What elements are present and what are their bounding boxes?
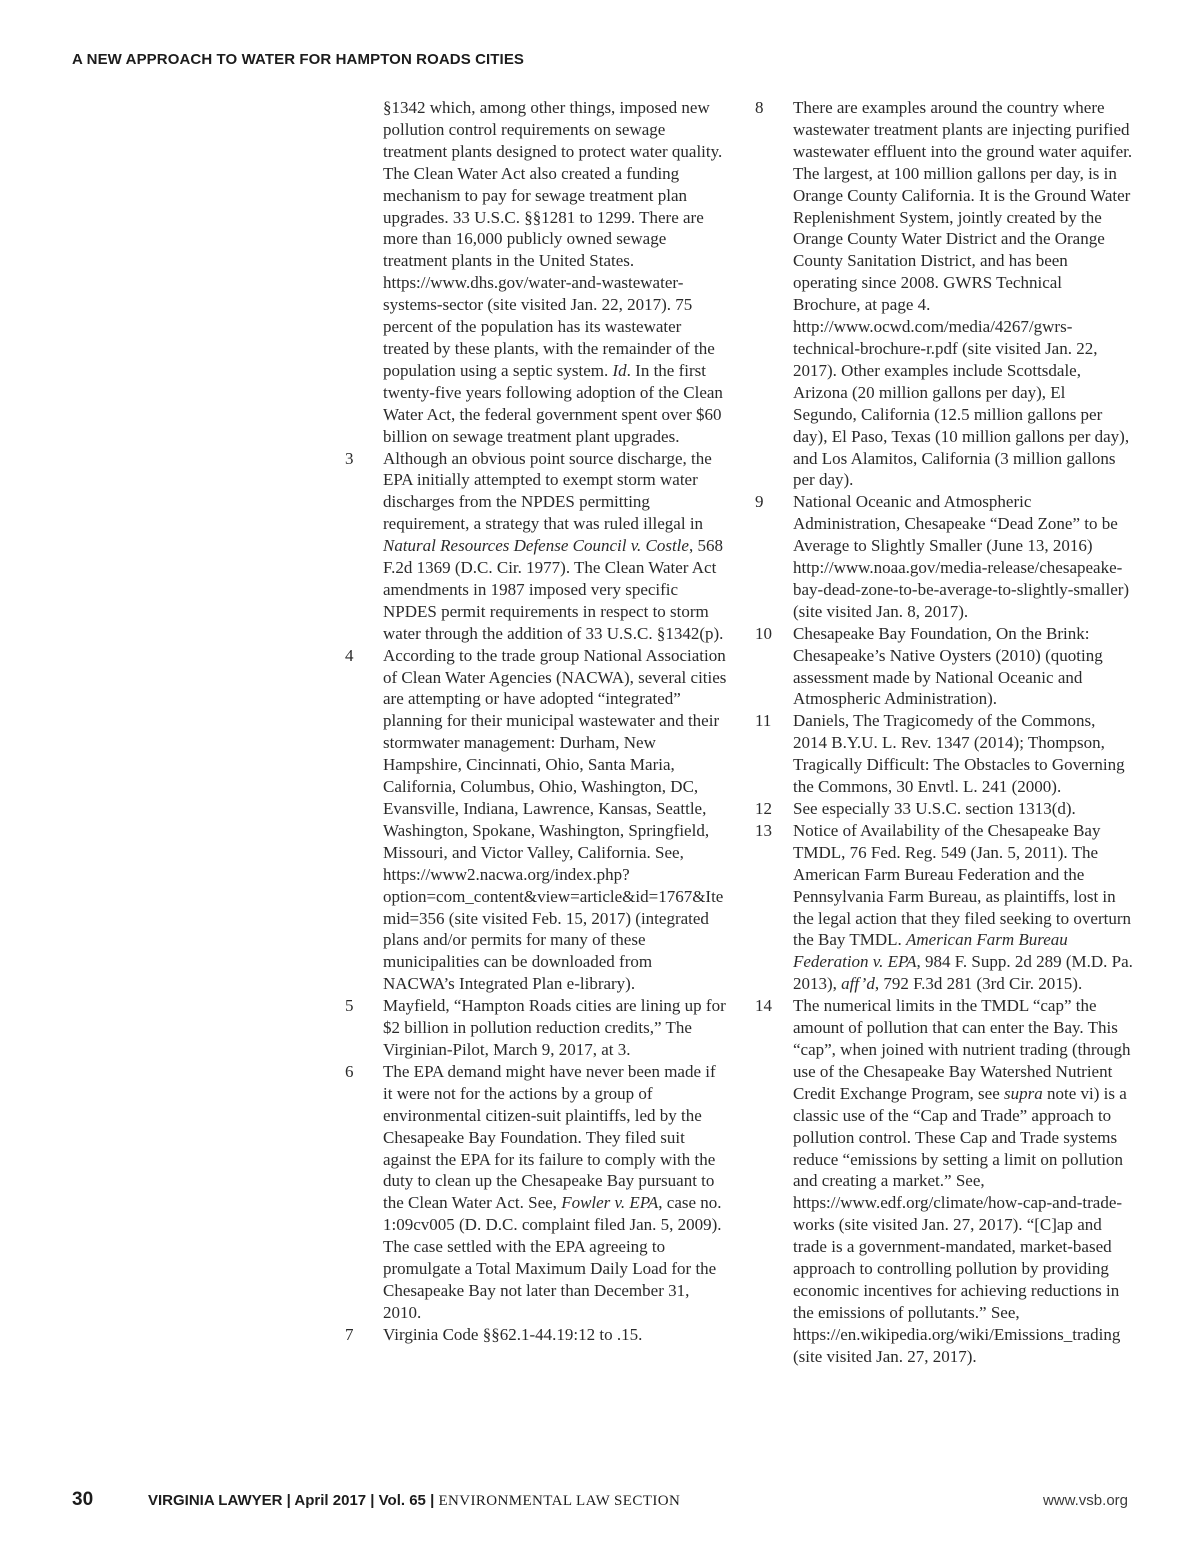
footnote-text: According to the trade group National Association of Clean Water Agencies (NACWA), several cities are attempting or have adopted “integrated” planning for their municipal wastewater and their stormwater management: Durham, New Hampshire, Cincinnati, Ohio, Santa Maria, California, Columbus, Ohio, Washington, DC, Evansville, Indiana, Lawrence, Kansas, Seattle, Washington, Spokane, Washington, Springfield, Missouri, and Victor Valley, California. See, https://www2.nacwa.org/index.php?option=com_content&view=article&id=1767&Itemid=356 (site visited Feb. 15, 2017) (integrated plans and/or permits for many of these municipalities can be downloaded from NACWA’s Integrated Plan e-library). (383, 645, 727, 994)
page-number: 30 (72, 1489, 94, 1510)
footnote-number: 8 (755, 98, 764, 117)
footnote (755, 491, 1133, 622)
footnote-text: Daniels, The Tragicomedy of the Commons, 2014 B.Y.U. L. Rev. 1347 (2014); Thompson, Tragically Difficult: The Obstacles to Governing the Commons, 30 Envtl. L. 241 (2000). (793, 711, 1125, 797)
footnote-number: 7 (345, 1324, 354, 1344)
footnote-number: 14 (755, 996, 772, 1016)
footnote (755, 995, 1133, 1367)
endnotes-column-right (755, 97, 1133, 1368)
footnote-text: See especially 33 U.S.C. section 1313(d). (793, 799, 1076, 818)
footnote-text: Mayfield, “Hampton Roads cities are lining up for $2 billion in pollution reduction credits,” The Virginian-Pilot, March 9, 2017, at 3. (383, 996, 726, 1059)
footnote (755, 820, 1133, 995)
footnote-number: 4 (345, 645, 354, 665)
footnote (345, 645, 728, 996)
footnote-number: 5 (345, 996, 354, 1016)
footnote-text: Chesapeake Bay Foundation, On the Brink: Chesapeake’s Native Oysters (2010) (quoting assessment made by National Oceanic and Atmospheric Administration). (793, 623, 1103, 709)
running-header-title: A NEW APPROACH TO WATER FOR HAMPTON ROADS CITIES (72, 51, 525, 68)
footnote (345, 97, 728, 448)
footnote-text: National Oceanic and Atmospheric Administration, Chesapeake “Dead Zone” to be Average to Slightly Smaller (June 13, 2016) http://www.noaa.gov/media-release/chesapeake-bay-dead-zone-to-be-average-to-slightly-smaller) (site visited Jan. 8, 2017). (793, 492, 1130, 621)
footnote (755, 97, 1133, 491)
publication-section: ENVIRONMENTAL LAW SECTION (438, 1493, 681, 1509)
footnote-number: 11 (755, 711, 772, 731)
endnotes-column-left (345, 97, 728, 1346)
footnote-text: §1342 which, among other things, imposed new pollution control requirements on sewage treatment plants designed to protect water quality. The Clean Water Act also created a funding mechanism to pay for sewage treatment plan upgrades. 33 U.S.C. §§1281 to 1299. There are more than 16,000 publicly owned sewage treatment plants in the United States. https://www.dhs.gov/water-and-wastewater-systems-sector (site visited Jan. 22, 2017). 75 percent of the population has its wastewater treated by these plants, with the remainder of the population using a septic system. Id. In the first twenty-five years following adoption of the Clean Water Act, the federal government spent over $60 billion on sewage treatment plant upgrades. (383, 98, 723, 446)
footnote-number (345, 97, 383, 448)
footnote (345, 995, 728, 1061)
footnote-text: The numerical limits in the TMDL “cap” the amount of pollution that can enter the Bay. This “cap”, when joined with nutrient trading (through use of the Chesapeake Bay Watershed Nutrient Credit Exchange Program, see supra note vi) is a classic use of the “Cap and Trade” approach to pollution control. These Cap and Trade systems reduce “emissions by setting a limit on pollution and creating a market.” See, https://www.edf.org/climate/how-cap-and-trade-works (site visited Jan. 27, 2017). “[C]ap and trade is a government-mandated, market-based approach to controlling pollution by providing economic incentives for achieving reductions in the emissions of pollutants.” See, https://en.wikipedia.org/wiki/Emissions_trading (site visited Jan. 27, 2017). (793, 996, 1131, 1366)
footnote-number: 9 (755, 492, 764, 512)
publication-line (148, 1492, 680, 1510)
footnote-number: 10 (755, 623, 772, 643)
footnote-number: 13 (755, 820, 772, 840)
footnote (345, 1061, 728, 1324)
footnote (345, 1324, 728, 1346)
footnote (755, 798, 1133, 820)
footnote-text: The EPA demand might have never been made if it were not for the actions by a group of environmental citizen-suit plaintiffs, led by the Chesapeake Bay Foundation. They filed suit against the EPA for its failure to comply with the duty to clean up the Chesapeake Bay pursuant to the Clean Water Act. See, Fowler v. EPA, case no. 1:09cv005 (D. D.C. complaint filed Jan. 5, 2009). The case settled with the EPA agreeing to promulgate a Total Maximum Daily Load for the Chesapeake Bay not later than December 31, 2010. (383, 1061, 722, 1322)
footnote-text: Although an obvious point source discharge, the EPA initially attempted to exempt storm water discharges from the NPDES permitting requirement, a strategy that was ruled illegal in Natural Resources Defense Council v. Costle, 568 F.2d 1369 (D.C. Cir. 1977). The Clean Water Act amendments in 1987 imposed very specific NPDES permit requirements in respect to storm water through the addition of 33 U.S.C. §1342(p). (383, 448, 724, 643)
footnote-number: 3 (345, 448, 354, 468)
footnote-number: 12 (755, 799, 772, 818)
footnote-text: Virginia Code §§62.1-44.19:12 to .15. (383, 1324, 643, 1344)
footnote-text: There are examples around the country where wastewater treatment plants are injecting purified wastewater effluent into the ground water aquifer. The largest, at 100 million gallons per day, is in Orange County California. It is the Ground Water Replenishment System, jointly created by the Orange County Water District and the Orange County Sanitation District, and has been operating since 2008. GWRS Technical Brochure, at page 4. http://www.ocwd.com/media/4267/gwrs-technical-brochure-r.pdf (site visited Jan. 22, 2017). Other examples include Scottsdale, Arizona (20 million gallons per day), El Segundo, California (12.5 million gallons per day), El Paso, Texas (10 million gallons per day), and Los Alamitos, California (3 million gallons per day). (793, 98, 1133, 490)
page-footer (0, 1488, 1200, 1518)
publication-name-issue: VIRGINIA LAWYER | April 2017 | Vol. 65 | (148, 1492, 439, 1509)
footnote (345, 448, 728, 645)
footnote-number: 6 (345, 1061, 354, 1081)
website-url: www.vsb.org (1042, 1492, 1128, 1509)
footnote (755, 623, 1133, 711)
footnote (755, 710, 1133, 798)
footnote-text: Notice of Availability of the Chesapeake Bay TMDL, 76 Fed. Reg. 549 (Jan. 5, 2011). The American Farm Bureau Federation and the Pennsylvania Farm Bureau, as plaintiffs, lost in the legal action that they filed seeking to overturn the Bay TMDL. American Farm Bureau Federation v. EPA, 984 F. Supp. 2d 289 (M.D. Pa. 2013), aff’d, 792 F.3d 281 (3rd Cir. 2015). (793, 820, 1133, 994)
